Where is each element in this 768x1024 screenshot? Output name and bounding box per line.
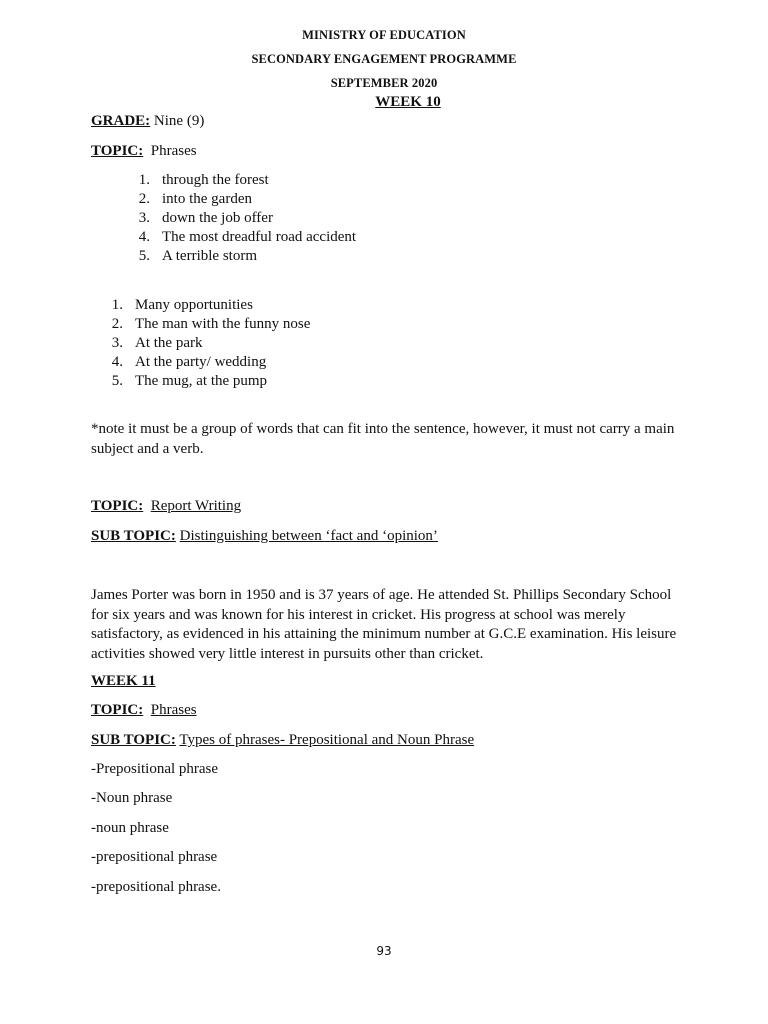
topic-report-line [91,498,241,515]
grade-label: GRADE: [91,113,151,129]
topic-label: TOPIC: [91,702,144,718]
header-date: SEPTEMBER 2020 [330,76,438,90]
list2-num: 1. [111,297,123,313]
list1-num: 3. [138,210,150,226]
list-item: through the forest [162,172,269,188]
subtopic-label: SUB TOPIC: [91,732,176,748]
list1-num: 1. [138,172,150,188]
subtopic-label: SUB TOPIC: [91,528,176,544]
topic-value: Phrases [150,143,197,159]
answer-line: -prepositional phrase [91,849,218,865]
subtopic-line [91,528,438,545]
answer-line: -Prepositional phrase [91,761,219,777]
header-ministry: MINISTRY OF EDUCATION [302,28,466,42]
header-programme: SECONDARY ENGAGEMENT PROGRAMME [251,52,517,66]
topic-value: Phrases [150,702,197,718]
list-item: The man with the funny nose [135,316,311,332]
week11-topic-line [91,702,197,719]
topic-value: Report Writing [150,498,242,514]
list-item: A terrible storm [162,248,257,264]
week-11-label: WEEK 11 [91,673,156,689]
note-paragraph: *note it must be a group of words that can fit into the sentence, however, it must not carry a main subject and a verb. [91,421,675,457]
list-item: into the garden [162,191,252,207]
grade-value: Nine (9) [153,113,205,129]
week11-subtopic-line [91,732,474,749]
answer-line: -noun phrase [91,820,169,836]
james-porter-paragraph: James Porter was born in 1950 and is 37 years of age. He attended St. Phillips Secondary School for six years and was known for his interest in cricket. His progress at school was merely satisfactory, as evidenced in his attaining the minimum number at G.C.E examination. His leisure activities showed very little interest in pursuits other than cricket. [91,587,677,662]
list2-num: 3. [111,335,123,351]
page-number: 93 [376,944,392,958]
list-item: The mug, at the pump [135,373,268,389]
list-item: Many opportunities [135,297,253,313]
list2-num: 2. [111,316,123,332]
list-item: down the job offer [162,210,273,226]
topic-label: TOPIC: [91,498,144,514]
subtopic-value: Distinguishing between ‘fact and ‘opinion’ [179,528,438,544]
grade-line [91,113,204,130]
list2-num: 4. [111,354,123,370]
list1-num: 5. [138,248,150,264]
list-item: The most dreadful road accident [162,229,357,245]
week-11-title [91,673,156,690]
topic-line [91,143,197,160]
topic-label: TOPIC: [91,143,144,159]
list-item: At the park [135,335,203,351]
list1-num: 2. [138,191,150,207]
list-item: At the party/ wedding [135,354,267,370]
list1-num: 4. [138,229,150,245]
week-10-title: WEEK 10 [375,94,441,110]
answer-line: -Noun phrase [91,790,173,806]
answer-line: -prepositional phrase. [91,879,221,895]
list2-num: 5. [111,373,123,389]
subtopic-value: Types of phrases- Prepositional and Noun Phrase [179,732,475,748]
